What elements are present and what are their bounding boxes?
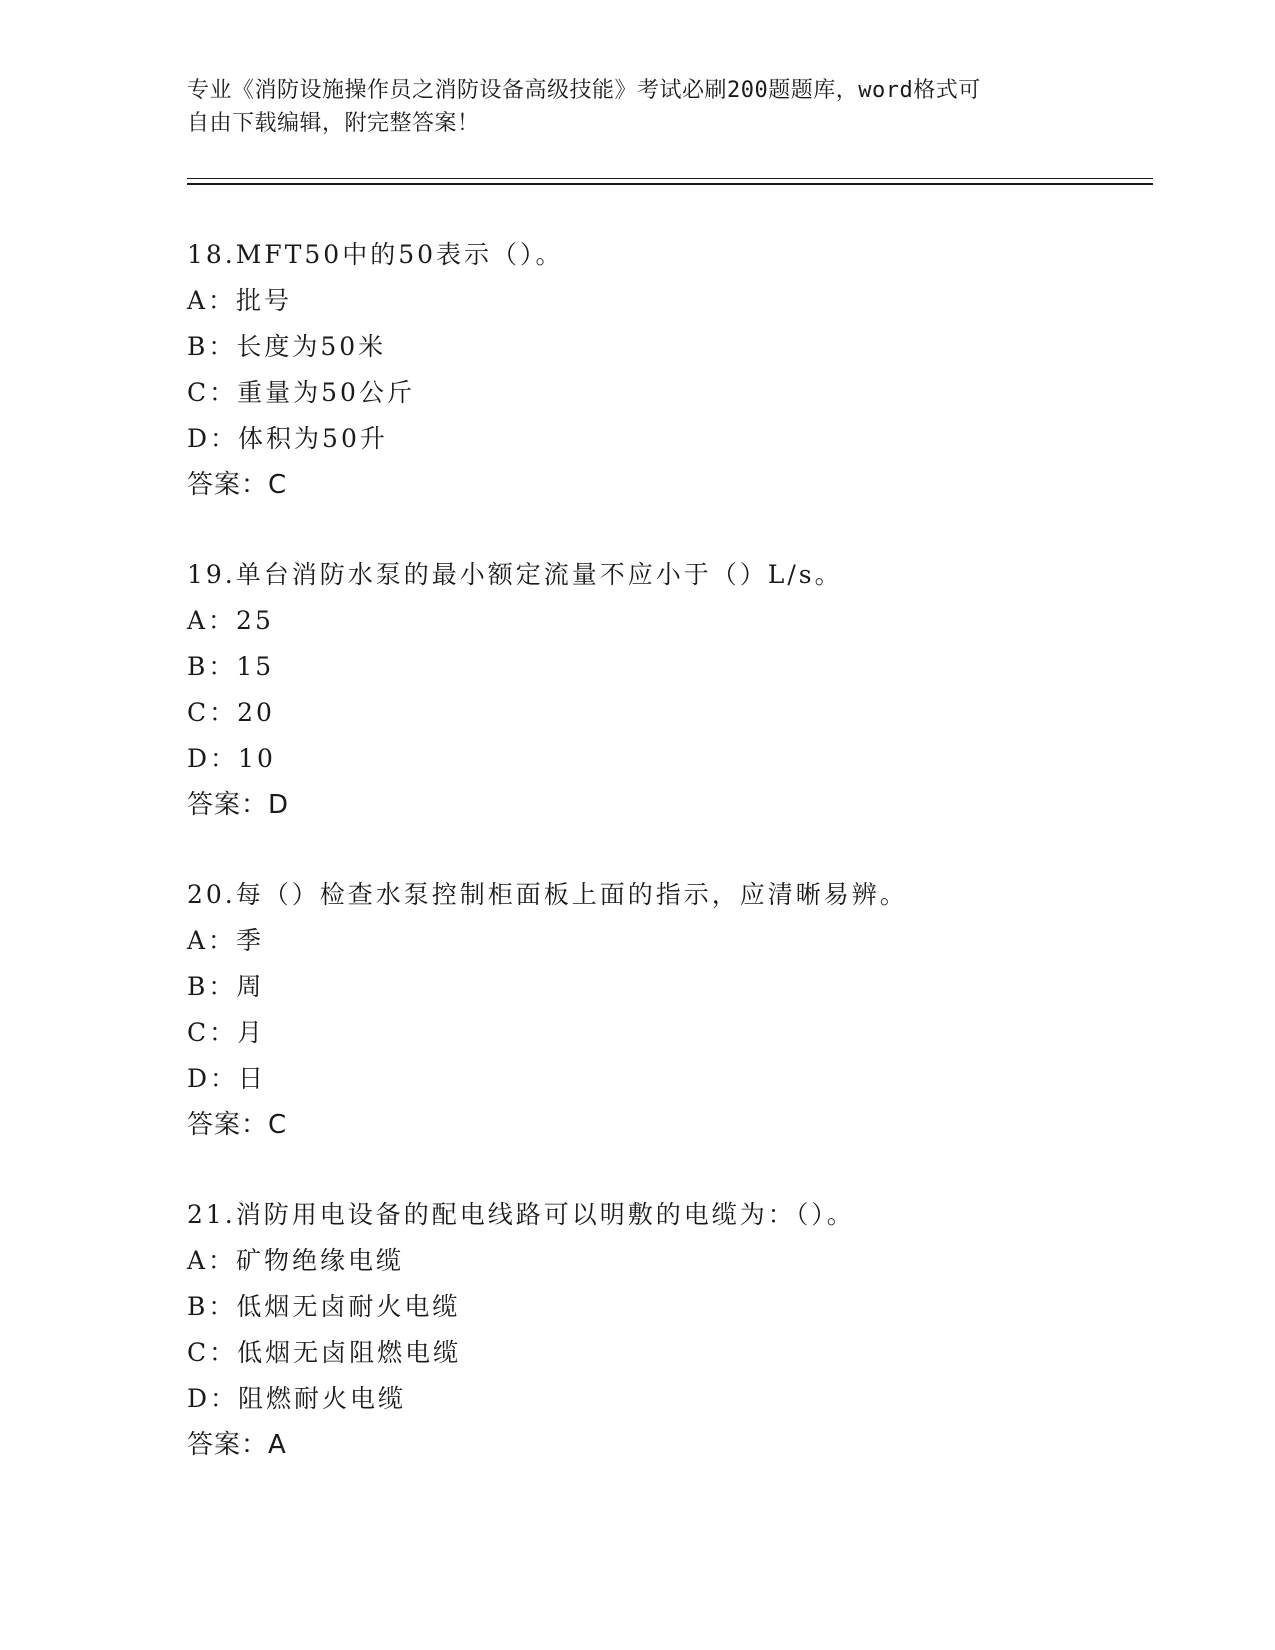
option-b: B：周 [187,972,265,1001]
option-c: C：低烟无卤阻燃电缆 [187,1338,462,1367]
answer-line: 答案：A [187,1430,287,1460]
header-divider-thick [187,183,1153,185]
question-stem: 20.每（）检查水泵控制柜面板上面的指示，应清晰易辨。 [187,880,908,909]
option-d: D：阻燃耐火电缆 [187,1384,407,1413]
option-b: B：长度为50米 [187,332,387,361]
question-21 [187,1192,1147,1512]
option-a: A：矿物绝缘电缆 [187,1246,405,1275]
question-list [187,232,1147,1512]
option-a: A：季 [187,926,265,955]
document-header [187,74,1067,140]
answer-line: 答案：D [187,790,290,820]
option-b: B：15 [187,652,275,681]
answer-line: 答案：C [187,1110,288,1140]
option-b: B：低烟无卤耐火电缆 [187,1292,461,1321]
question-stem: 18.MFT50中的50表示（）。 [187,240,564,269]
option-c: C：20 [187,698,275,727]
option-d: D：体积为50升 [187,424,388,453]
option-a: A：批号 [187,286,293,315]
answer-line: 答案：C [187,470,288,500]
option-d: D：10 [187,744,276,773]
question-18 [187,232,1147,552]
question-19 [187,552,1147,872]
question-20 [187,872,1147,1192]
header-divider-thin [187,178,1153,179]
option-a: A：25 [187,606,274,635]
question-stem: 19.单台消防水泵的最小额定流量不应小于（）L/s。 [187,560,843,589]
header-line-1: 专业《消防设施操作员之消防设备高级技能》考试必刷200题题库，word格式可 [187,78,981,103]
option-d: D：日 [187,1064,267,1093]
header-line-2: 自由下载编辑，附完整答案！ [187,111,480,136]
option-c: C：月 [187,1018,266,1047]
option-c: C：重量为50公斤 [187,378,415,407]
question-stem: 21.消防用电设备的配电线路可以明敷的电缆为：（）。 [187,1200,855,1229]
